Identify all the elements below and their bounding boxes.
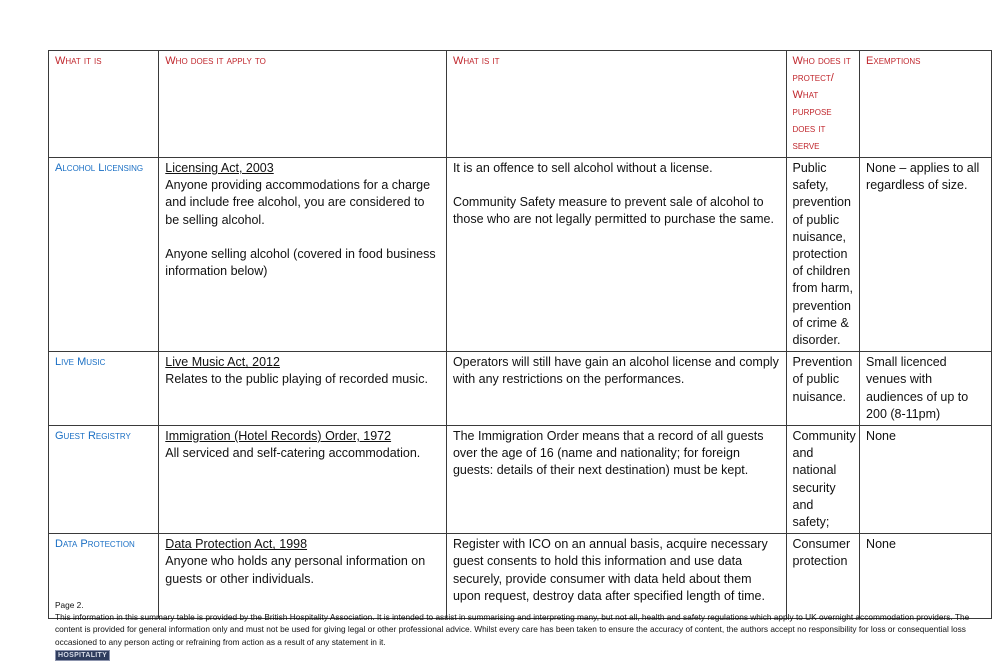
act-title: Data Protection Act, 1998 <box>165 537 308 552</box>
row-label-alcohol-licensing: Alcohol Licensing <box>49 158 159 352</box>
protects-cell: Consumer protection <box>786 534 860 619</box>
page-number: Page 2. <box>55 600 84 610</box>
applies-to-text: Anyone providing accommodations for a charge and include free alcohol, you are considered to be selling alcohol. <box>165 178 431 227</box>
table-row <box>49 158 992 352</box>
header-who-does-it-apply-to: Who does it apply to <box>159 51 447 158</box>
exemptions-cell: Small licenced venues with audiences of up to 200 (8-11pm) <box>860 352 992 426</box>
act-title: Licensing Act, 2003 <box>165 161 274 175</box>
table-row <box>49 352 992 426</box>
applies-to-text: Anyone who holds any personal information on guests or other individuals. <box>165 554 426 586</box>
table-header-row <box>49 51 992 158</box>
exemptions-cell: None <box>860 534 992 619</box>
applies-to-text: Relates to the public playing of recorded music. <box>165 372 428 387</box>
description-text: Community Safety measure to prevent sale of alcohol to those who are not legally permitted to purchase the same. <box>452 195 774 227</box>
hospitality-logo: HOSPITALITY <box>55 650 110 661</box>
applies-to-cell <box>159 158 447 352</box>
exemptions-cell: None <box>860 426 992 534</box>
applies-to-text: All serviced and self-catering accommodation. <box>165 446 421 461</box>
applies-to-cell <box>159 426 447 534</box>
row-label-live-music: Live Music <box>49 352 159 426</box>
header-what-is-it: What is it <box>446 51 786 158</box>
description-cell: Register with ICO on an annual basis, acquire necessary guest consents to hold this information and use data securely, provide consumer with data held about them upon request, destroy data after specified length of time. <box>446 534 786 619</box>
act-title: Live Music Act, 2012 <box>165 355 280 370</box>
header-what-it-is: What it is <box>49 51 159 158</box>
applies-to-text: Anyone selling alcohol (covered in food business information below) <box>165 246 436 279</box>
applies-to-cell <box>159 352 447 426</box>
header-exemptions: Exemptions <box>860 51 992 158</box>
protects-cell: Public safety, prevention of public nuisance, protection of children from harm, prevention of crime & disorder. <box>786 158 860 352</box>
description-cell: The Immigration Order means that a record of all guests over the age of 16 (name and nationality; for foreign guests: details of their next destination) must be kept. <box>446 426 786 534</box>
protects-cell: Prevention of public nuisance. <box>786 352 860 426</box>
description-cell <box>446 158 786 352</box>
row-label-guest-registry: Guest Registry <box>49 426 159 534</box>
regulations-table <box>48 50 992 619</box>
row-label-data-protection: Data Protection <box>49 534 159 619</box>
disclaimer-text: This information in this summary table is provided by the British Hospitality Association. It is intended to assist in summarising and interpreting many, but not all, health and safety regulations which apply to UK overnight accommodation providers. The content is provided for general information only and must not be used for giving legal or other professional advice. Whilst every care has been taken to ensure the accuracy of content, the authors accept no responsibility for loss or consequential loss occasioned to any person acting or refraining from action as a result of any statement in it. <box>55 612 970 647</box>
protects-cell: Community and national security and safety; <box>786 426 860 534</box>
description-text: It is an offence to sell alcohol without a license. <box>452 161 713 175</box>
table-row <box>49 426 992 534</box>
header-who-does-it-protect: Who does it protect/ What purpose does it serve <box>786 51 860 158</box>
exemptions-cell: None – applies to all regardless of size. <box>860 158 992 352</box>
description-cell: Operators will still have gain an alcohol license and comply with any restrictions on the performances. <box>446 352 786 426</box>
page-footer <box>55 599 995 661</box>
act-title: Immigration (Hotel Records) Order, 1972 <box>165 429 392 444</box>
